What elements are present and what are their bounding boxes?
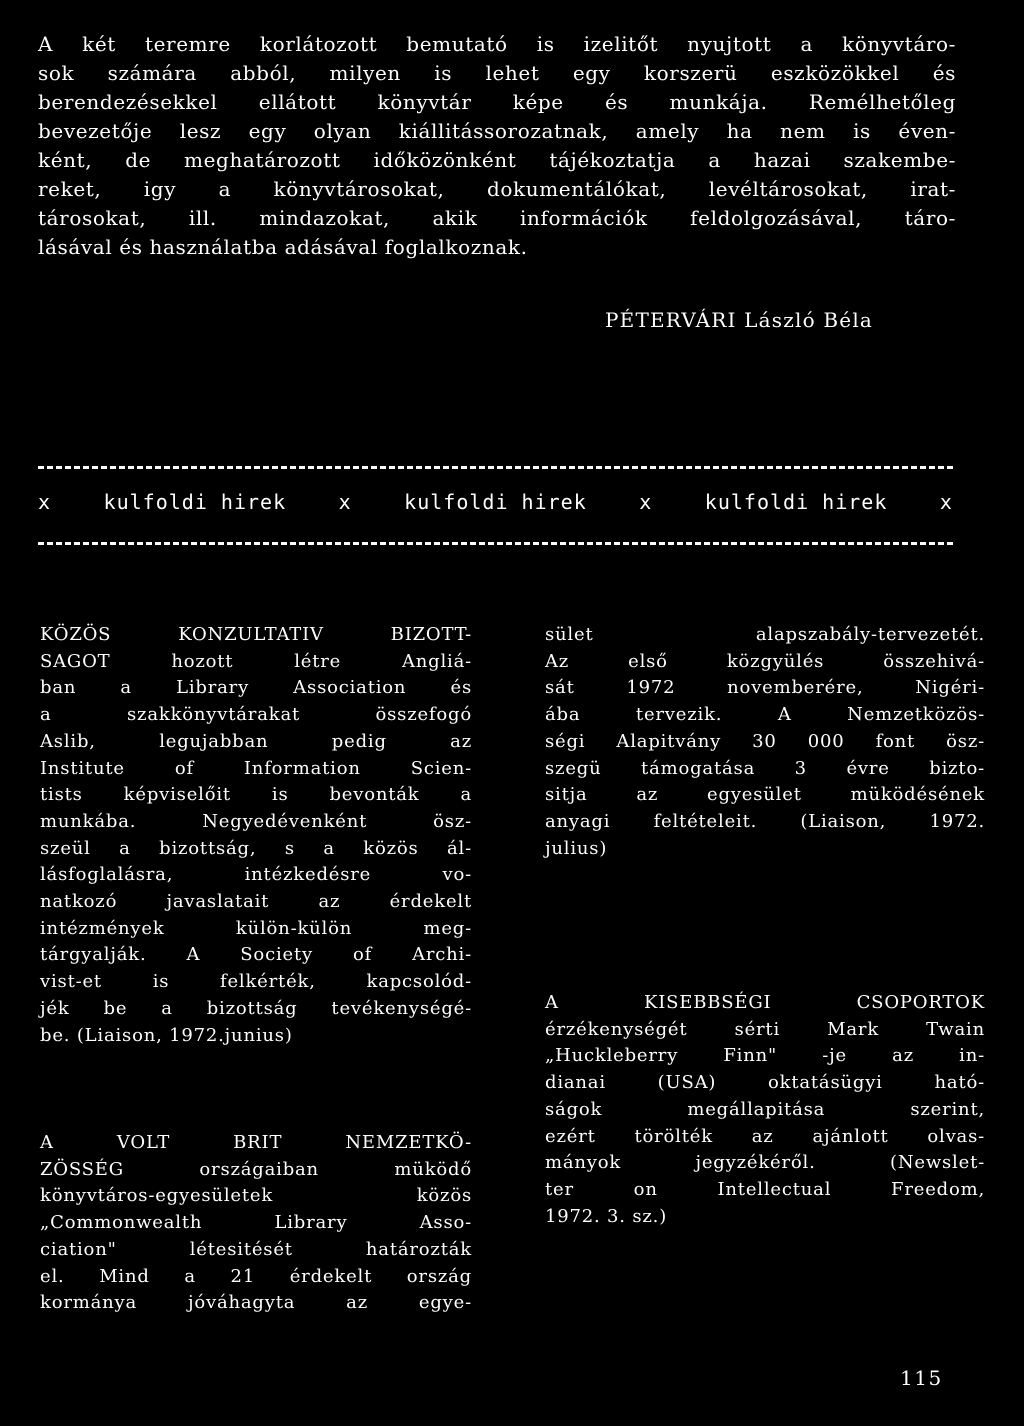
intro-line: A két teremre korlátozott bemutató is izelitőt nyujtott a könyvtáro- (38, 32, 956, 56)
article-line: kormánya jóváhagyta az egye- (40, 1292, 472, 1314)
article-line: SAGOT hozott létre Angliá- (40, 650, 472, 672)
article-line: ségi Alapitvány 30 000 font ösz- (545, 730, 985, 752)
article-line: érzékenységét sérti Mark Twain (545, 1018, 985, 1040)
banner-label: kulfoldi hirek (704, 490, 888, 514)
article-line: dianai (USA) oktatásügyi ható- (545, 1072, 985, 1094)
intro-line: lásával és használatba adásával foglalkoznak. (38, 235, 528, 259)
article-line: munkába. Negyedévenként ösz- (40, 810, 472, 832)
section-banner (38, 490, 953, 514)
article-line: ezért törölték az ajánlott olvas- (545, 1125, 985, 1147)
article-line: szegü támogatása 3 évre bizto- (545, 757, 985, 779)
intro-line: bevezetője lesz egy olyan kiállitássorozatnak, amely ha nem is éven- (38, 119, 956, 143)
article-line: mányok jegyzékéről. (Newslet- (545, 1152, 985, 1174)
article-commonwealth-association (40, 1130, 472, 1317)
article-line: vist-et is felkérték, kapcsolód- (40, 971, 472, 993)
article-line: szeül a bizottság, s a közös ál- (40, 837, 472, 859)
article-line: KÖZÖS KONZULTATIV BIZOTT- (40, 624, 472, 645)
article-line: Az első közgyülés összehivá- (545, 650, 985, 672)
article-line: intézmények külön-külön meg- (40, 917, 472, 939)
article-line: tists képviselőit is bevonták a (40, 784, 472, 806)
article-line: sát 1972 novemberére, Nigéri- (545, 677, 985, 699)
article-line: ban a Library Association és (40, 677, 472, 699)
article-line: ZÖSSÉG országaiban müködő (40, 1158, 472, 1180)
article-line: el. Mind a 21 érdekelt ország (40, 1265, 472, 1287)
article-line: A VOLT BRIT NEMZETKÖ- (40, 1132, 472, 1153)
article-minority-groups (545, 990, 985, 1230)
article-line: ciation" létesitését határozták (40, 1238, 472, 1260)
dashed-divider-top (38, 466, 953, 469)
banner-label: kulfoldi hirek (404, 490, 587, 514)
article-line: ter on Intellectual Freedom, (545, 1178, 985, 1200)
article-line: natkozó javaslatait az érdekelt (40, 891, 472, 913)
article-line: tárgyalják. A Society of Archi- (40, 944, 472, 966)
banner-label: kulfoldi hirek (103, 490, 287, 514)
article-line: jék be a bizottság tevékenységé- (40, 997, 472, 1019)
intro-line: tárosokat, ill. mindazokat, akik információk feldolgozásával, táro- (38, 206, 956, 230)
article-line: sitja az egyesület müködésének (545, 784, 985, 806)
article-line: ába tervezik. A Nemzetközös- (545, 704, 985, 726)
page-number: 115 (900, 1366, 943, 1390)
article-consultative-committee (40, 622, 472, 1049)
banner-marker: x (939, 490, 953, 514)
dashed-divider-bottom (38, 542, 953, 545)
article-line: „Huckleberry Finn" -je az in- (545, 1045, 985, 1067)
article-line: 1972. 3. sz.) (545, 1205, 668, 1227)
article-line: lásfoglalásra, intézkedésre vo- (40, 864, 472, 886)
intro-line: reket, igy a könyvtárosokat, dokumentálókat, levéltárosokat, irat- (38, 177, 956, 201)
intro-line: berendezésekkel ellátott könyvtár képe és munkája. Remélhetőleg (38, 90, 956, 114)
article-line: „Commonwealth Library Asso- (40, 1212, 472, 1234)
article-line: ságok megállapitása szerint, (545, 1098, 985, 1120)
banner-marker: x (38, 490, 52, 514)
author-signature: PÉTERVÁRI László Béla (605, 308, 874, 332)
article-line: A KISEBBSÉGI CSOPORTOK (545, 992, 985, 1013)
intro-line: sok számára abból, milyen is lehet egy korszerü eszközökkel és (38, 61, 956, 85)
article-line: be. (Liaison, 1972.junius) (40, 1024, 293, 1046)
article-line: könyvtáros-egyesületek közös (40, 1185, 472, 1207)
intro-paragraph (38, 30, 956, 262)
banner-marker: x (338, 490, 352, 514)
article-commonwealth-continued (545, 622, 985, 862)
banner-marker: x (639, 490, 653, 514)
article-line: Aslib, legujabban pedig az (40, 730, 472, 752)
article-line: julius) (545, 837, 608, 859)
article-line: Institute of Information Scien- (40, 757, 472, 779)
article-line: a szakkönyvtárakat összefogó (40, 704, 472, 726)
article-line: anyagi feltételeit. (Liaison, 1972. (545, 810, 985, 832)
article-line: sület alapszabály-tervezetét. (545, 624, 985, 645)
intro-line: ként, de meghatározott időközönként tájékoztatja a hazai szakembe- (38, 148, 956, 172)
